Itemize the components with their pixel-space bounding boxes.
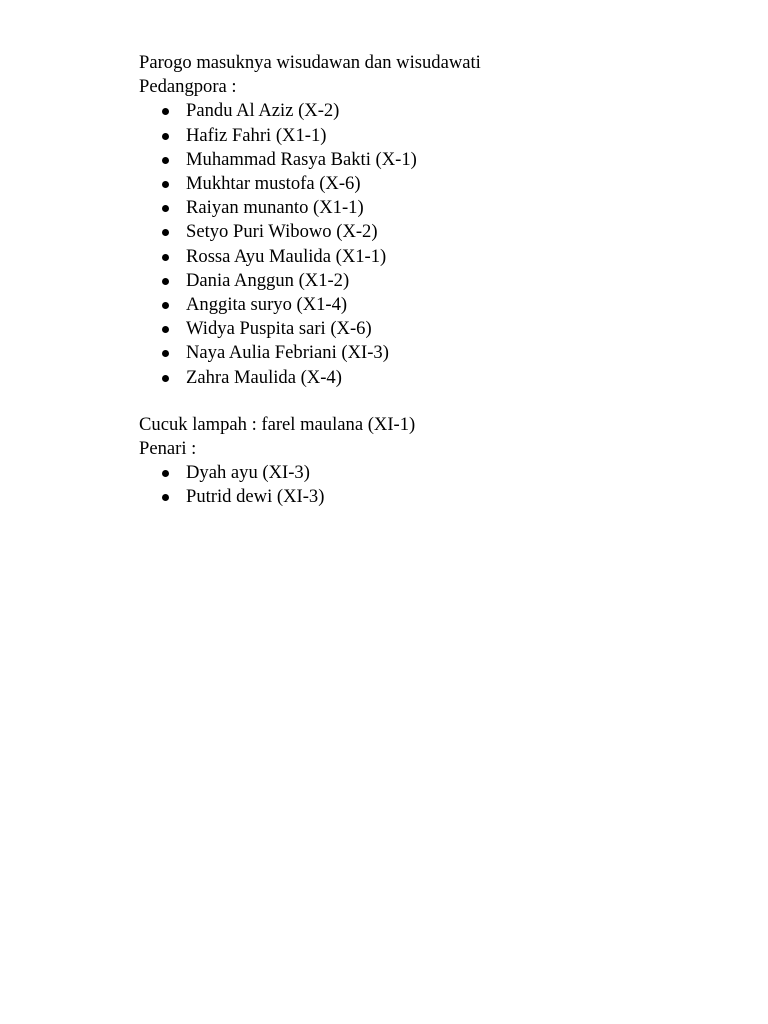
list-item [186,172,699,196]
bullet-icon [162,326,169,333]
intro-line: Parogo masuknya wisudawan dan wisudawati [139,52,481,73]
list-item-text: Dania Anggun (X1-2) [186,269,350,291]
list-item-text: Hafiz Fahri (X1-1) [186,124,327,146]
list-item [186,341,699,365]
bullet-icon [162,181,169,188]
bullet-icon [162,205,169,212]
bullet-icon [162,375,169,382]
bullet-icon [162,302,169,309]
list-item [186,148,699,172]
list-item [186,269,699,293]
list-item-text: Muhammad Rasya Bakti (X-1) [186,148,417,170]
list-item [186,196,699,220]
list-item-text: Anggita suryo (X1-4) [186,294,348,316]
list-item [186,245,699,269]
list-item [186,461,699,485]
bullet-icon [162,470,169,477]
list-item [186,99,699,123]
bullet-icon [162,229,169,236]
bullet-icon [162,108,169,115]
cucuk-lampah-line: Cucuk lampah : farel maulana (XI-1) [139,413,416,435]
list-item [186,124,699,148]
list-item-text: Raiyan munanto (X1-1) [186,197,364,219]
list-item-text: Setyo Puri Wibowo (X-2) [186,221,378,243]
list-item-text: Naya Aulia Febriani (XI-3) [186,342,389,364]
penari-list [139,461,699,509]
bullet-icon [162,278,169,285]
list-item-text: Widya Puspita sari (X-6) [186,318,372,340]
bullet-icon [162,494,169,501]
list-item [186,293,699,317]
list-item [186,317,699,341]
list-item [186,220,699,244]
list-item-text: Zahra Maulida (X-4) [186,366,342,388]
bullet-icon [162,157,169,164]
bullet-icon [162,350,169,357]
bullet-icon [162,254,169,261]
pedangpora-list [139,99,699,389]
pedangpora-label: Pedangpora : [139,76,237,98]
penari-label: Penari : [139,438,197,460]
list-item-text: Rossa Ayu Maulida (X1-1) [186,245,387,267]
list-item-text: Dyah ayu (XI-3) [186,462,310,484]
list-item-text: Putrid dewi (XI-3) [186,486,325,508]
list-item [186,366,699,390]
list-item-text: Pandu Al Aziz (X-2) [186,100,340,122]
document-body [139,51,699,510]
paragraph-spacer [139,390,699,413]
bullet-icon [162,133,169,140]
list-item-text: Mukhtar mustofa (X-6) [186,173,361,195]
list-item [186,485,699,509]
